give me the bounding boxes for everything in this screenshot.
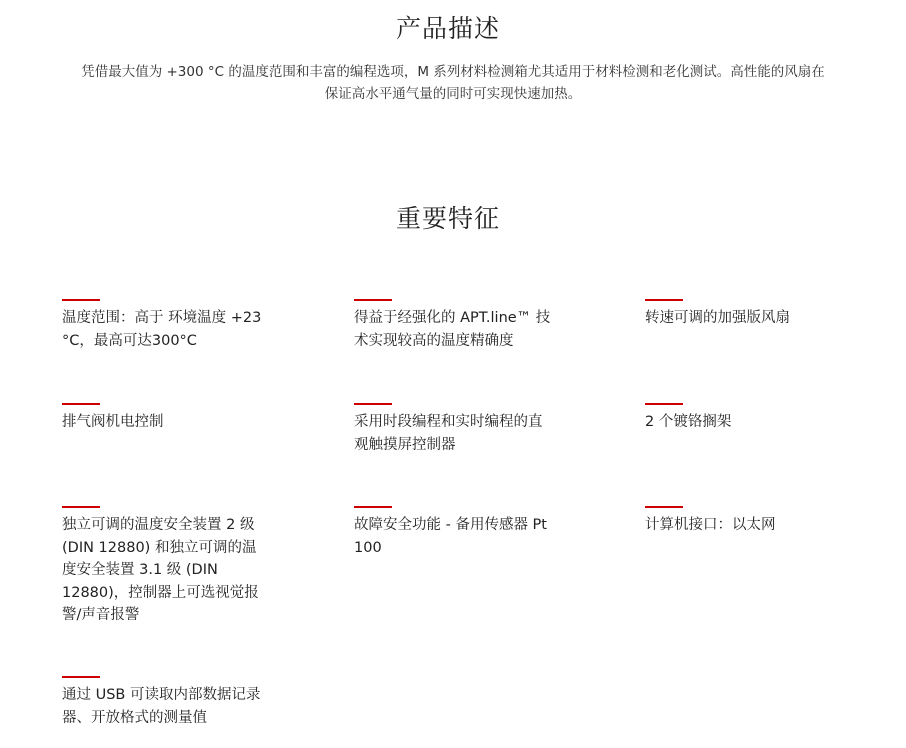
feature-item bbox=[62, 299, 262, 352]
feature-item bbox=[62, 506, 262, 627]
feature-item bbox=[354, 403, 554, 456]
feature-text: 通过 USB 可读取内部数据记录器、开放格式的测量值 bbox=[62, 687, 261, 726]
feature-accent-bar bbox=[62, 676, 100, 678]
feature-item bbox=[354, 506, 554, 559]
feature-accent-bar bbox=[645, 299, 683, 301]
product-description-heading: 产品描述 bbox=[395, 14, 500, 43]
feature-item bbox=[645, 506, 845, 537]
feature-item bbox=[62, 676, 262, 729]
feature-accent-bar bbox=[645, 403, 683, 405]
feature-accent-bar bbox=[62, 299, 100, 301]
feature-accent-bar bbox=[354, 299, 392, 301]
feature-text: 排气阀机电控制 bbox=[62, 414, 164, 430]
feature-text: 采用时段编程和实时编程的直观触摸屏控制器 bbox=[354, 414, 543, 453]
feature-item bbox=[62, 403, 262, 434]
feature-text: 2 个镀铬搁架 bbox=[645, 414, 732, 430]
feature-accent-bar bbox=[645, 506, 683, 508]
product-description-text: 凭借最大值为 +300 °C 的温度范围和丰富的编程选项，M 系列材料检测箱尤其适用于材料检测和老化测试。高性能的风扇在保证高水平通气量的同时可实现快速加热。 bbox=[81, 64, 825, 102]
feature-text: 转速可调的加强版风扇 bbox=[645, 310, 790, 326]
feature-text: 得益于经强化的 APT.line™ 技术实现较高的温度精确度 bbox=[354, 310, 551, 349]
key-features-heading: 重要特征 bbox=[395, 204, 500, 233]
feature-text: 温度范围：高于 环境温度 +23 °C，最高可达300°C bbox=[62, 310, 262, 349]
feature-accent-bar bbox=[62, 403, 100, 405]
feature-text: 独立可调的温度安全装置 2 级 (DIN 12880) 和独立可调的温度安全装置 3.1 级 (DIN 12880)，控制器上可选视觉报警/声音报警 bbox=[62, 517, 259, 623]
feature-accent-bar bbox=[62, 506, 100, 508]
feature-accent-bar bbox=[354, 403, 392, 405]
feature-item bbox=[645, 403, 845, 434]
feature-item bbox=[645, 299, 845, 330]
feature-accent-bar bbox=[354, 506, 392, 508]
feature-item bbox=[354, 299, 554, 352]
feature-text: 计算机接口：以太网 bbox=[645, 517, 776, 533]
feature-text: 故障安全功能 - 备用传感器 Pt 100 bbox=[354, 517, 547, 556]
